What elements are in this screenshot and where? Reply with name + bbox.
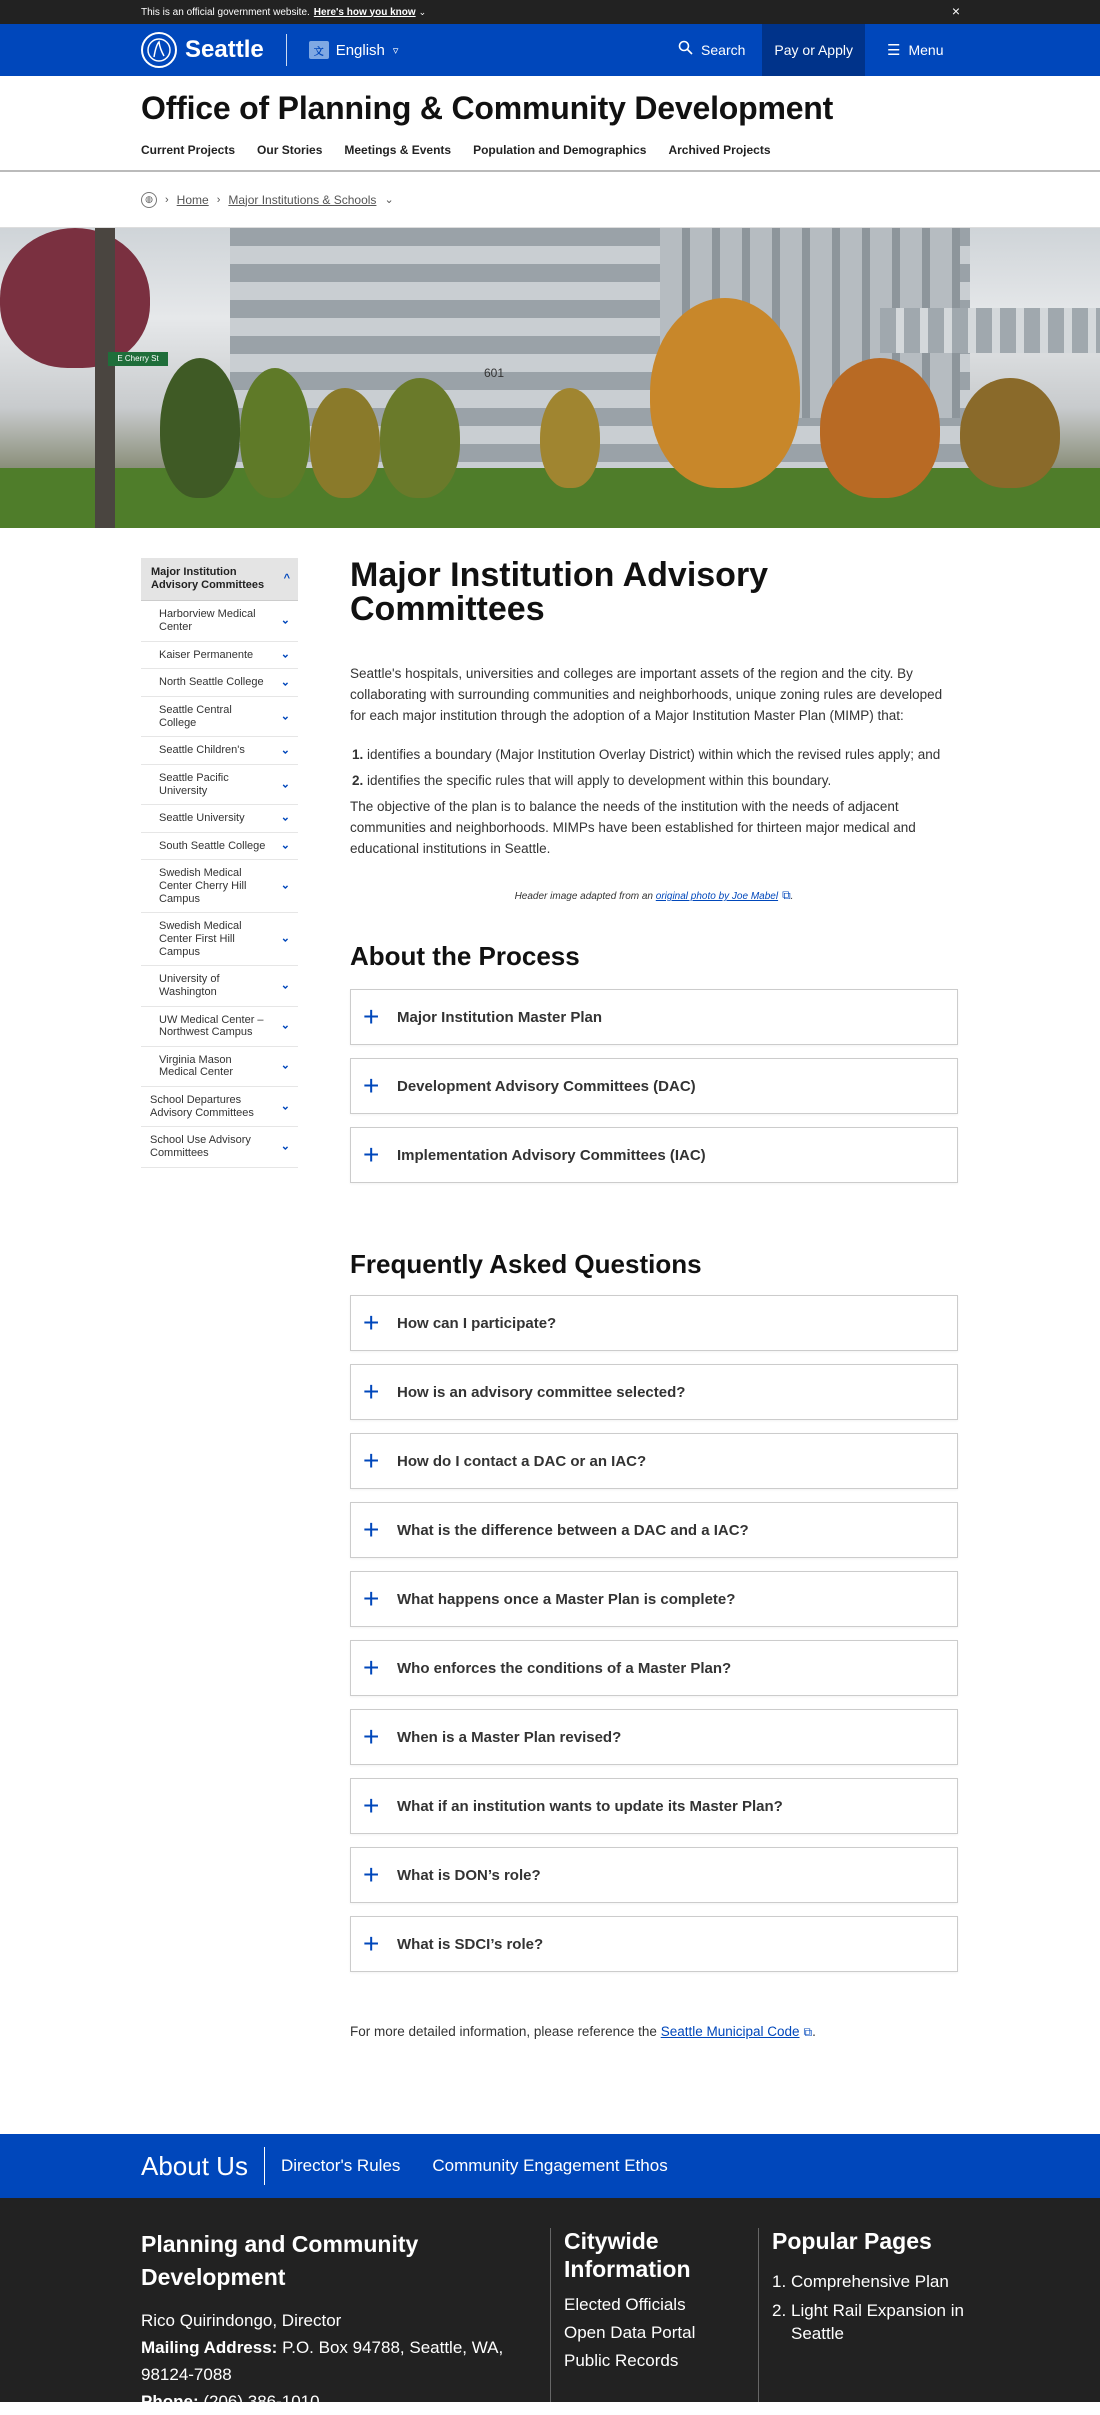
- mimp-steps-list: [350, 745, 958, 792]
- sidebar-item-label: Virginia Mason Medical Center: [159, 1053, 233, 1079]
- footer-link-elected-officials[interactable]: Elected Officials: [564, 2295, 686, 2315]
- faq-item[interactable]: [350, 1847, 958, 1903]
- accordion-label: Major Institution Master Plan: [397, 1008, 603, 1026]
- popular-title: Popular Pages: [772, 2228, 932, 2254]
- list-number: 2.: [772, 2300, 787, 2320]
- chevron-down-icon: ▿: [392, 44, 399, 57]
- about-divider: [264, 2147, 265, 2185]
- sidebar-item-label: Seattle Pacific University: [159, 771, 229, 797]
- plus-icon: +: [363, 1139, 380, 1171]
- chevron-down-icon[interactable]: ⌄: [280, 710, 290, 723]
- gov-banner-text: This is an official government website.: [141, 6, 310, 18]
- sidebar-item-university-of-washington[interactable]: [141, 966, 298, 1006]
- sidebar-item-seattle-childrens[interactable]: [141, 737, 298, 765]
- external-link-icon[interactable]: ⧉: [803, 2025, 813, 2040]
- article: [350, 558, 958, 2040]
- chevron-down-icon[interactable]: ⌄: [280, 839, 290, 852]
- hero-tree: [160, 358, 240, 498]
- chevron-down-icon[interactable]: ⌄: [418, 6, 427, 17]
- sidebar-item-south-seattle-college[interactable]: [141, 833, 298, 861]
- mailing-address: [141, 2334, 521, 2388]
- credit-photo-link[interactable]: original photo by Joe Mabel: [655, 891, 779, 903]
- faq-item[interactable]: [350, 1364, 958, 1420]
- department-header: [0, 76, 1100, 172]
- footer-divider: [550, 2228, 551, 2402]
- mailing-label: Mailing Address:: [141, 2337, 278, 2357]
- hero-tree: [960, 378, 1060, 488]
- sidebar-item-label: South Seattle College: [159, 839, 266, 852]
- popular-link-label: Light Rail Expansion in Seattle: [791, 2300, 964, 2343]
- hamburger-icon: ☰: [887, 42, 901, 59]
- chevron-down-icon[interactable]: ⌄: [280, 1019, 290, 1032]
- top-navigation: [0, 24, 1100, 76]
- search-button[interactable]: [661, 24, 762, 76]
- sidebar-item-label: Kaiser Permanente: [159, 648, 254, 661]
- objective-paragraph: The objective of the plan is to balance the needs of the institution with the needs of adjacent communities and neighborhoods. MIMPs have been established for thirteen major medical and educational institutions in Seattle.: [350, 799, 916, 857]
- plus-icon: +: [363, 1514, 380, 1546]
- footer-link-open-data[interactable]: Open Data Portal: [564, 2323, 696, 2343]
- faq-question: How is an advisory committee selected?: [397, 1383, 686, 1401]
- footer-contact: [141, 2228, 521, 2415]
- hero-tree: [0, 228, 150, 368]
- faq-item[interactable]: [350, 1295, 958, 1351]
- faq-question: How can I participate?: [397, 1314, 557, 1332]
- globe-icon[interactable]: ◍: [141, 192, 157, 208]
- faq-question: What is DON’s role?: [397, 1866, 541, 1884]
- page-title: Major Institution Advisory Committees: [350, 556, 769, 628]
- plus-icon: +: [363, 1070, 380, 1102]
- faq-question: What if an institution wants to update its Master Plan?: [397, 1797, 783, 1815]
- hero-tree: [380, 378, 460, 498]
- chevron-down-icon[interactable]: ⌄: [280, 979, 290, 992]
- plus-icon: +: [363, 1790, 380, 1822]
- footer-title: Planning and Community Development: [141, 2231, 419, 2291]
- chevron-down-icon[interactable]: ⌄: [280, 1100, 290, 1113]
- department-title[interactable]: Office of Planning & Community Development: [141, 90, 834, 126]
- list-item: [350, 745, 958, 765]
- sidebar-item-label: Seattle Central College: [159, 703, 232, 729]
- about-us-title[interactable]: About Us: [141, 2150, 248, 2181]
- chevron-right-icon: ›: [216, 193, 221, 206]
- faq-question: What is SDCI’s role?: [397, 1935, 544, 1953]
- chevron-down-icon[interactable]: ⌄: [280, 648, 290, 661]
- search-label: Search: [701, 42, 746, 58]
- sidebar-nav: [141, 558, 298, 1168]
- plus-icon: +: [363, 1376, 380, 1408]
- breadcrumb-home[interactable]: Home: [176, 192, 209, 207]
- chevron-down-icon[interactable]: ⌄: [280, 812, 290, 825]
- faq-accordion: [350, 1295, 958, 1972]
- faq-question: What happens once a Master Plan is complete?: [397, 1590, 736, 1608]
- sidebar-item-swedish-cherry-hill[interactable]: [141, 860, 298, 913]
- hero-street-sign: E Cherry St: [108, 352, 168, 366]
- footer-contact-details: [141, 2307, 521, 2415]
- seattle-logo-icon[interactable]: [141, 32, 177, 68]
- process-accordion: [350, 989, 958, 1183]
- sidebar-item-uw-medical-northwest[interactable]: [141, 1007, 298, 1047]
- sidebar-item-school-departures[interactable]: [141, 1087, 298, 1127]
- phone: [141, 2388, 521, 2415]
- sidebar-item-swedish-first-hill[interactable]: [141, 913, 298, 966]
- sidebar-item-label: Seattle University: [159, 812, 245, 825]
- intro-paragraph: Seattle's hospitals, universities and colleges are important assets of the region and the city. By collaborating with surrounding communities and neighborhoods, unique zoning rules are developed for each major institution through the adoption of a Major Institution Master Plan (MIMP) that:: [350, 666, 943, 723]
- hero-skybridge: [880, 308, 1100, 353]
- hero-utility-pole: [95, 228, 115, 528]
- hero-tree: [240, 368, 310, 498]
- main-content-area: [0, 528, 1100, 2134]
- footer-citywide: [564, 2228, 734, 2378]
- sidebar-item-label: UW Medical Center – Northwest Campus: [159, 1013, 264, 1039]
- pay-or-apply-button[interactable]: Pay or Apply: [762, 24, 865, 76]
- citywide-list: [564, 2293, 734, 2372]
- sidebar-item-seattle-central-college[interactable]: [141, 697, 298, 737]
- faq-item[interactable]: [350, 1640, 958, 1696]
- breadcrumb-current[interactable]: Major Institutions & Schools: [228, 192, 377, 207]
- sidebar-item-harborview[interactable]: [141, 601, 298, 641]
- chevron-up-icon[interactable]: ^: [283, 572, 290, 585]
- nav-divider: [286, 34, 287, 66]
- plus-icon: +: [363, 1721, 380, 1753]
- sidebar-item-kaiser[interactable]: [141, 642, 298, 670]
- community-engagement-link[interactable]: Community Engagement Ethos: [432, 2156, 668, 2175]
- accordion-item[interactable]: [350, 989, 958, 1045]
- faq-heading: Frequently Asked Questions: [350, 1249, 702, 1280]
- chevron-down-icon[interactable]: ⌄: [280, 614, 290, 627]
- sidebar-item-seattle-pacific[interactable]: [141, 765, 298, 805]
- list-item-text: identifies the specific rules that will apply to development within this boundary.: [367, 773, 832, 789]
- footer-link-light-rail[interactable]: [772, 2299, 972, 2345]
- mailing-value: P.O. Box 94788, Seattle, WA, 98124-7088: [141, 2337, 504, 2385]
- more-info-paragraph: For more detailed information, please reference the Seattle Municipal Code ⧉.: [350, 2024, 816, 2040]
- faq-item[interactable]: [350, 1433, 958, 1489]
- chevron-down-icon[interactable]: ⌄: [280, 1140, 290, 1153]
- hero-tree: [310, 388, 380, 498]
- popular-link-label: Comprehensive Plan: [791, 2271, 949, 2291]
- department-nav: [141, 143, 959, 157]
- citywide-title: Citywide Information: [564, 2228, 691, 2282]
- language-selector[interactable]: [309, 41, 399, 59]
- dept-link-meetings-events[interactable]: Meetings & Events: [344, 143, 452, 157]
- list-number: 1.: [772, 2271, 787, 2291]
- gov-banner: [0, 0, 1100, 24]
- sidebar-item-school-use[interactable]: [141, 1127, 298, 1167]
- footer-link-comprehensive-plan[interactable]: [772, 2270, 972, 2293]
- sidebar-item-label: School Use Advisory Committees: [150, 1134, 251, 1160]
- plus-icon: +: [363, 1859, 380, 1891]
- hero-building-number: 601: [484, 366, 505, 380]
- sidebar-item-label: School Departures Advisory Committees: [150, 1094, 254, 1119]
- sidebar-item-label: Harborview Medical Center: [159, 608, 256, 634]
- chevron-down-icon[interactable]: ⌄: [280, 1060, 290, 1073]
- faq-question: What is the difference between a DAC and a IAC?: [397, 1521, 749, 1539]
- accordion-label: Development Advisory Committees (DAC): [397, 1077, 696, 1095]
- chevron-down-icon[interactable]: ⌄: [280, 880, 290, 893]
- sidebar-item-north-seattle-college[interactable]: [141, 669, 298, 697]
- menu-button[interactable]: [865, 24, 959, 76]
- plus-icon: +: [363, 1307, 380, 1339]
- more-info-text: For more detailed information, please reference the: [350, 2024, 657, 2040]
- director-name: Rico Quirindongo, Director: [141, 2310, 342, 2330]
- faq-item[interactable]: [350, 1778, 958, 1834]
- plus-icon: +: [363, 1001, 380, 1033]
- about-us-bar: [0, 2134, 1100, 2198]
- image-credit: Header image adapted from an original photo by Joe Mabel ⧉.: [514, 888, 794, 903]
- plus-icon: +: [363, 1652, 380, 1684]
- plus-icon: +: [363, 1583, 380, 1615]
- list-item-text: identifies a boundary (Major Institution Overlay District) within which the revised rules apply; and: [367, 746, 941, 762]
- dept-link-archived-projects[interactable]: Archived Projects: [668, 143, 771, 157]
- dept-link-our-stories[interactable]: Our Stories: [257, 143, 323, 157]
- footer-link-public-records[interactable]: Public Records: [564, 2351, 679, 2371]
- faq-item[interactable]: [350, 1502, 958, 1558]
- list-number: 2.: [352, 773, 364, 789]
- accordion-item[interactable]: [350, 1058, 958, 1114]
- footer: [0, 2198, 1100, 2412]
- sidebar-item-label: Seattle Children's: [159, 744, 245, 757]
- chevron-right-icon: ›: [165, 193, 169, 206]
- sidebar-item-label: Swedish Medical Center First Hill Campus: [159, 920, 242, 958]
- seattle-logo-text[interactable]: Seattle: [185, 36, 264, 63]
- process-heading: About the Process: [350, 941, 580, 972]
- chevron-down-icon[interactable]: ⌄: [280, 744, 290, 757]
- close-icon[interactable]: ×: [951, 3, 960, 19]
- plus-icon: +: [363, 1445, 380, 1477]
- accordion-label: Implementation Advisory Committees (IAC): [397, 1146, 706, 1164]
- dept-link-population-demographics[interactable]: Population and Demographics: [473, 143, 647, 157]
- chevron-down-icon[interactable]: ⌄: [384, 194, 394, 206]
- faq-question: When is a Master Plan revised?: [397, 1728, 622, 1746]
- credit-prefix: Header image adapted from an: [514, 891, 653, 903]
- faq-question: How do I contact a DAC or an IAC?: [397, 1452, 647, 1470]
- hero-tree: [540, 388, 600, 488]
- sidebar-section-major-institution[interactable]: [141, 558, 298, 601]
- footer-divider: [758, 2228, 759, 2402]
- breadcrumb: [0, 172, 1100, 228]
- sidebar-item-label: Swedish Medical Center Cherry Hill Campus: [159, 867, 247, 905]
- sidebar-item-label: North Seattle College: [159, 676, 264, 689]
- popular-list: [772, 2270, 972, 2345]
- faq-item[interactable]: [350, 1571, 958, 1627]
- list-number: 1.: [352, 746, 364, 762]
- language-label: English: [335, 41, 385, 59]
- sidebar-section-label: Major Institution Advisory Committees: [151, 566, 265, 592]
- hero-tree: [820, 358, 940, 498]
- search-icon: [678, 40, 693, 60]
- chevron-down-icon[interactable]: ⌄: [280, 778, 290, 791]
- menu-label: Menu: [908, 42, 944, 58]
- hero-tree: [650, 298, 800, 488]
- phone-value[interactable]: (206) 386-1010: [203, 2392, 320, 2412]
- municipal-code-link[interactable]: Seattle Municipal Code: [660, 2024, 800, 2040]
- list-item: [350, 771, 958, 791]
- chevron-down-icon[interactable]: ⌄: [280, 676, 290, 689]
- directors-rules-link[interactable]: Director's Rules: [280, 2156, 401, 2175]
- hero-image: [0, 228, 1100, 528]
- translate-icon: 文: [309, 41, 329, 59]
- sidebar-item-label: University of Washington: [159, 973, 220, 998]
- faq-item[interactable]: [350, 1916, 958, 1972]
- accordion-item[interactable]: [350, 1127, 958, 1183]
- faq-question: Who enforces the conditions of a Master Plan?: [397, 1659, 732, 1677]
- sidebar-item-virginia-mason[interactable]: [141, 1047, 298, 1087]
- phone-label: Phone:: [141, 2392, 199, 2412]
- footer-popular: [772, 2228, 972, 2351]
- sidebar-item-seattle-university[interactable]: [141, 805, 298, 833]
- plus-icon: +: [363, 1928, 380, 1960]
- external-link-icon[interactable]: ⧉: [782, 888, 791, 903]
- heres-how-you-know-link[interactable]: Here's how you know: [313, 6, 416, 18]
- faq-item[interactable]: [350, 1709, 958, 1765]
- chevron-down-icon[interactable]: ⌄: [280, 932, 290, 945]
- dept-link-current-projects[interactable]: Current Projects: [141, 143, 236, 157]
